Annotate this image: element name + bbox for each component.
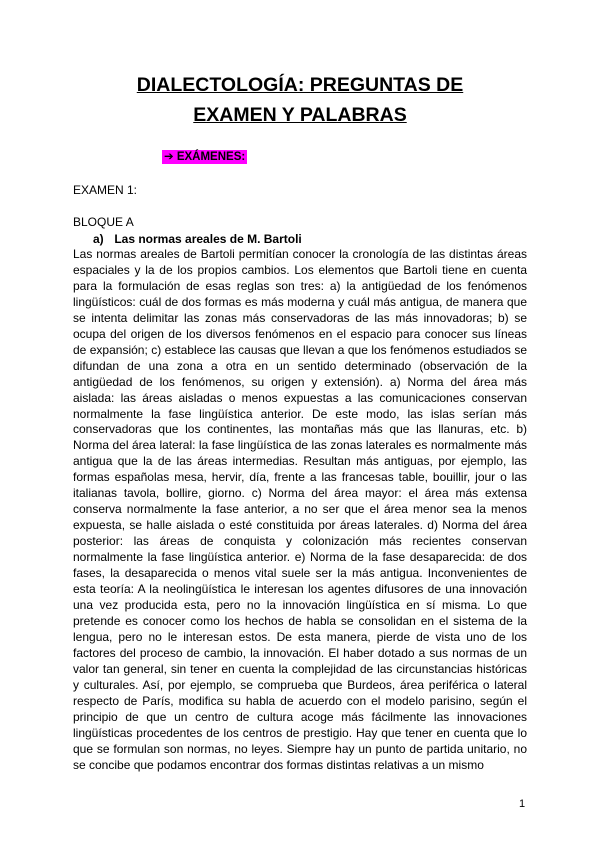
page-number: 1 — [519, 798, 526, 810]
title-line-1: DIALECTOLOGÍA: PREGUNTAS DE — [136, 74, 464, 96]
body-paragraph: Las normas areales de Bartoli permitían conocer la cronología de las distintas áreas espaciales y la de los propios cambios. Los elementos que Bartoli tiene en cuenta para la formulación de esas reglas son tres: a) la antigüedad de los fenómenos lingüísticos: cuál de dos formas es más moderna y cuál más antigua, de manera que se intenta delimitar las zonas más conservadoras de las más innovadoras; b) se ocupa del origen de los diversos fenómenos en el espacio para conocer sus líneas de expansión; c) establece las causas que llevan a que los fenómenos estudiados se difundan de una zona a otra en un sentido determinado (observación de la antigüedad de los fenómenos, su origen y extensión). a) Norma del área más aislada: las áreas aisladas o menos expuestas a las comunicaciones conservan normalmente la fase lingüística anterior. De este modo, las islas serían más conservadoras que los continentes, las montañas más que las llanuras, etc. b) Norma del área lateral: la fase lingüística de las zonas laterales es normalmente más antigua que la de las áreas intermedias. Resultan más antiguas, por ejemplo, las formas españolas mesa, hervir, día, frente a las francesas table, bouillir, jour o las italianas tavola, bollire, giorno. c) Norma del área mayor: el área más extensa conserva normalmente la fase anterior, a no ser que el área menor sea la menos expuesta, se halle aislada o esté constituida por áreas laterales. d) Norma del área posterior: las áreas de conquista y colonización más recientes conservan normalmente la fase lingüística anterior. e) Norma de la fase desaparecida: de dos fases, la desaparecida o menos vital suele ser la más antigua. Inconvenientes de esta teoría: A la neolingüística le interesan los agentes difusores de una innovación una vez producida esta, pero no la innovación lingüística en sí misma. Lo que pretende es conocer como los hechos de habla se consolidan en el sistema de la lengua, pero no le interesan estos. De esta manera, pierde de vista uno de los factores del proceso de cambio, la innovación. El haber dotado a sus normas de un valor tan general, sin tener en cuenta la complejidad de las circunstancias históricas y culturales. Así, por ejemplo, se comprueba que Burdeos, área periférica o lateral respecto de París, modifica su habla de acuerdo con el modelo parisino, según el principio de que un centro de cultura acoge más fácilmente las innovaciones lingüísticas procedentes de los centros de prestigio. Hay que tener en cuenta que lo que se formulan son normas, no leyes. Siempre hay un punto de partida unitario, no se concibe que podamos encontrar dos formas distintas relativas a un mismo — [73, 247, 527, 772]
subheading — [93, 232, 302, 246]
subheading-text: Las normas areales de M. Bartoli — [114, 232, 302, 246]
block-label: BLOQUE A — [73, 215, 134, 229]
exam-label: EXAMEN 1: — [73, 183, 138, 197]
title-line-2: EXAMEN Y PALABRAS — [193, 104, 407, 126]
section-heading-highlighted: ➔ EXÁMENES: — [164, 151, 246, 163]
subheading-letter: a) — [93, 232, 104, 246]
page-title — [60, 70, 540, 130]
